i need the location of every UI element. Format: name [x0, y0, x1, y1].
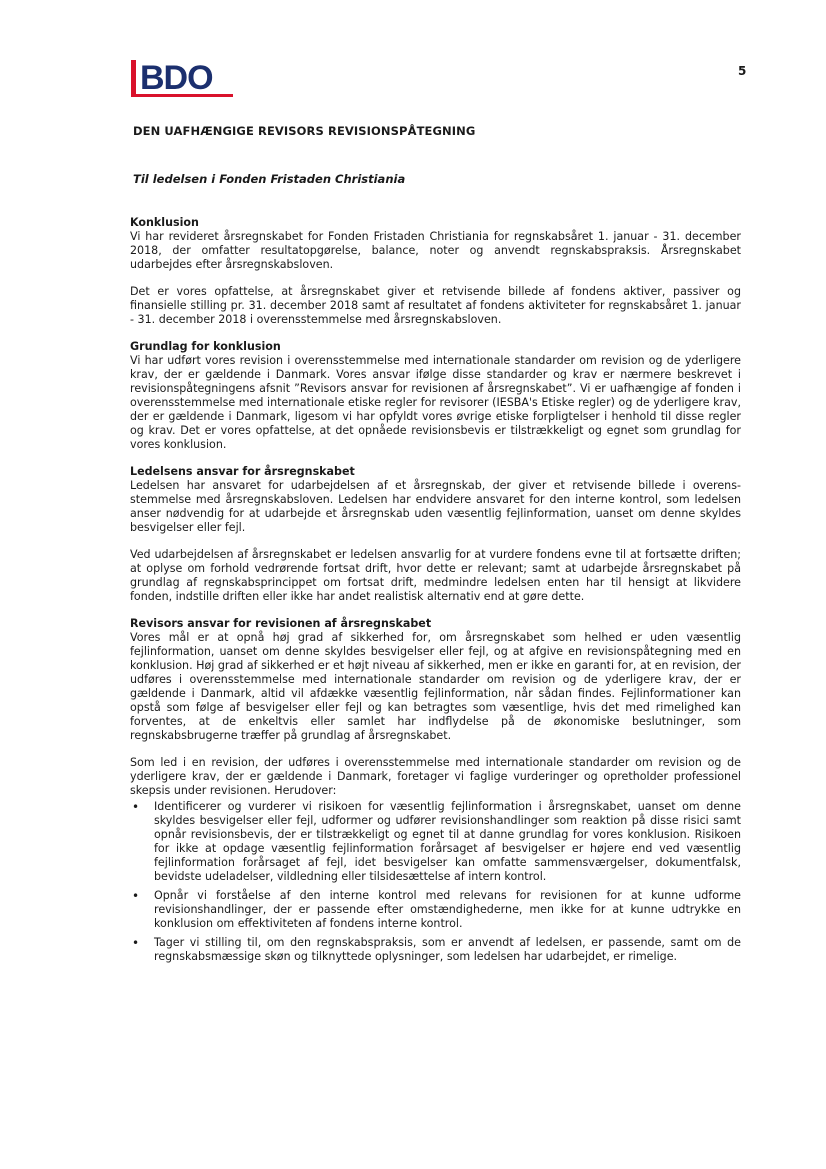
section-heading: Konklusion	[130, 216, 199, 229]
section-konklusion	[130, 216, 741, 327]
bdo-logo-mark	[131, 58, 235, 102]
paragraph: Ledelsen har ansvaret for udarbejdelsen af et årsregnskab, der giver et retvisende billede i overensstemmelse med årsregnskabsloven. Ledelsen har endvidere ansvaret for den interne kontrol, som ledelsen anser nødvendig for at udarbejde et årsregnskab uden væsentlig fejlinformation, uanset om denne skyldes besvigelser eller fejl.	[130, 479, 741, 534]
section-heading: Ledelsens ansvar for årsregnskabet	[130, 465, 355, 478]
paragraph: Vi har revideret årsregnskabet for Fonden Fristaden Christiania for regnskabsåret 1. januar - 31. december 2018, der omfatter resultatopgørelse, balance, noter og anvendt regnskabspraksis. Årsregnskabet udarbejdes efter årsregnskabsloven.	[130, 230, 741, 271]
report-body	[130, 216, 741, 969]
logo-text: BDO	[140, 59, 213, 97]
page-number: 5	[738, 64, 747, 78]
logo-red-bar	[131, 60, 136, 96]
list-item: • Tager vi stilling til, om den regnskabspraksis, som er anvendt af ledelsen, er passende, samt om de regnskabsmæssige skøn og tilknyttede oplysninger, som ledelsen har udarbejdet, er rimelige.	[154, 936, 741, 964]
document-title: DEN UAFHÆNGIGE REVISORS REVISIONSPÅTEGNING	[133, 124, 476, 138]
section-revisors-ansvar	[130, 617, 741, 964]
addressee: Til ledelsen i Fonden Fristaden Christiania	[133, 172, 406, 186]
paragraph: Ved udarbejdelsen af årsregnskabet er ledelsen ansvarlig for at vurdere fondens evne til at fortsætte driften; at oplyse om forhold vedrørende fortsat drift, hvor dette er relevant; samt at udarbejde årsregnskabet på grundlag af regnskabsprincippet om fortsat drift, medmindre ledelsen enten har til hensigt at likvidere fonden, indstille driften eller ikke har andet realistisk alternativ end at gøre dette.	[130, 548, 741, 603]
section-grundlag	[130, 340, 741, 452]
list-item: • Opnår vi forståelse af den interne kontrol med relevans for revisionen for at kunne udforme revisionshandlinger, der er passende efter omstændighederne, men ikke for at kunne udtrykke en konklusion om effektiviteten af fondens interne kontrol.	[154, 889, 741, 931]
paragraph: Det er vores opfattelse, at årsregnskabet giver et retvisende billede af fondens aktiver, passiver og finansielle stilling pr. 31. december 2018 samt af resultatet af fondens aktiviteter for regnskabsåret 1. januar - 31. december 2018 i overensstemmelse med årsregnskabsloven.	[130, 285, 741, 326]
bullet-list	[130, 800, 741, 964]
paragraph: Som led i en revision, der udføres i overensstemmelse med internationale standarder om revision og de yderligere krav, der er gældende i Danmark, foretager vi faglige vurderinger og opretholder professionel skepsis under revisionen. Herudover:	[130, 756, 741, 797]
section-heading: Revisors ansvar for revisionen af årsregnskabet	[130, 617, 432, 630]
paragraph: Vores mål er at opnå høj grad af sikkerhed for, om årsregnskabet som helhed er uden væsentlig fejlinformation, uanset om denne skyldes besvigelser eller fejl, og at afgive en revisionspåtegning med en konklusion. Høj grad af sikkerhed er et højt niveau af sikkerhed, men er ikke en garanti for, at en revision, der udføres i overensstemmelse med internationale standarder om revision og de yderligere krav, der er gældende i Danmark, altid vil afdække væsentlig fejlinformation, når sådan findes. Fejlinformationer kan opstå som følge af besvigelser eller fejl og kan betragtes som væsentlige, hvis det med rimelighed kan forventes, at de enkeltvis eller samlet har indflydelse på de økonomiske beslutninger, som regnskabsbrugerne træffer på grundlag af årsregnskabet.	[130, 631, 741, 742]
section-ledelsens-ansvar	[130, 465, 741, 604]
section-heading: Grundlag for konklusion	[130, 340, 281, 353]
list-item: • Identificerer og vurderer vi risikoen for væsentlig fejlinformation i årsregnskabet, uanset om denne skyldes besvigelser eller fejl, udformer og udfører revisionshandlinger som reaktion på disse risici samt opnår revisionsbevis, der er tilstrækkeligt og egnet til at danne grundlag for vores konklusion. Risikoen for ikke at opdage væsentlig fejlinformation forårsaget af besvigelser er højere end ved væsentlig fejlinformation forårsaget af fejl, idet besvigelser kan omfatte sammensværgelser, dokumentfalsk, bevidste udeladelser, vildledning eller tilsidesættelse af intern kontrol.	[154, 800, 741, 884]
bdo-logo	[131, 58, 235, 102]
paragraph: Vi har udført vores revision i overensstemmelse med internationale standarder om revision og de yderligere krav, der er gældende i Danmark. Vores ansvar ifølge disse standarder og krav er nærmere beskrevet i revisionspåtegningens afsnit ”Revisors ansvar for revisionen af årsregnskabet”. Vi er uafhængige af fonden i overensstemmelse med internationale etiske regler for revisorer (IESBA's Etiske regler) og de yderligere krav, der er gældende i Danmark, ligesom vi har opfyldt vores øvrige etiske forpligtelser i henhold til disse regler og krav. Det er vores opfattelse, at det opnåede revisionsbevis er tilstrækkeligt og egnet som grundlag for vores konklusion.	[130, 354, 741, 451]
